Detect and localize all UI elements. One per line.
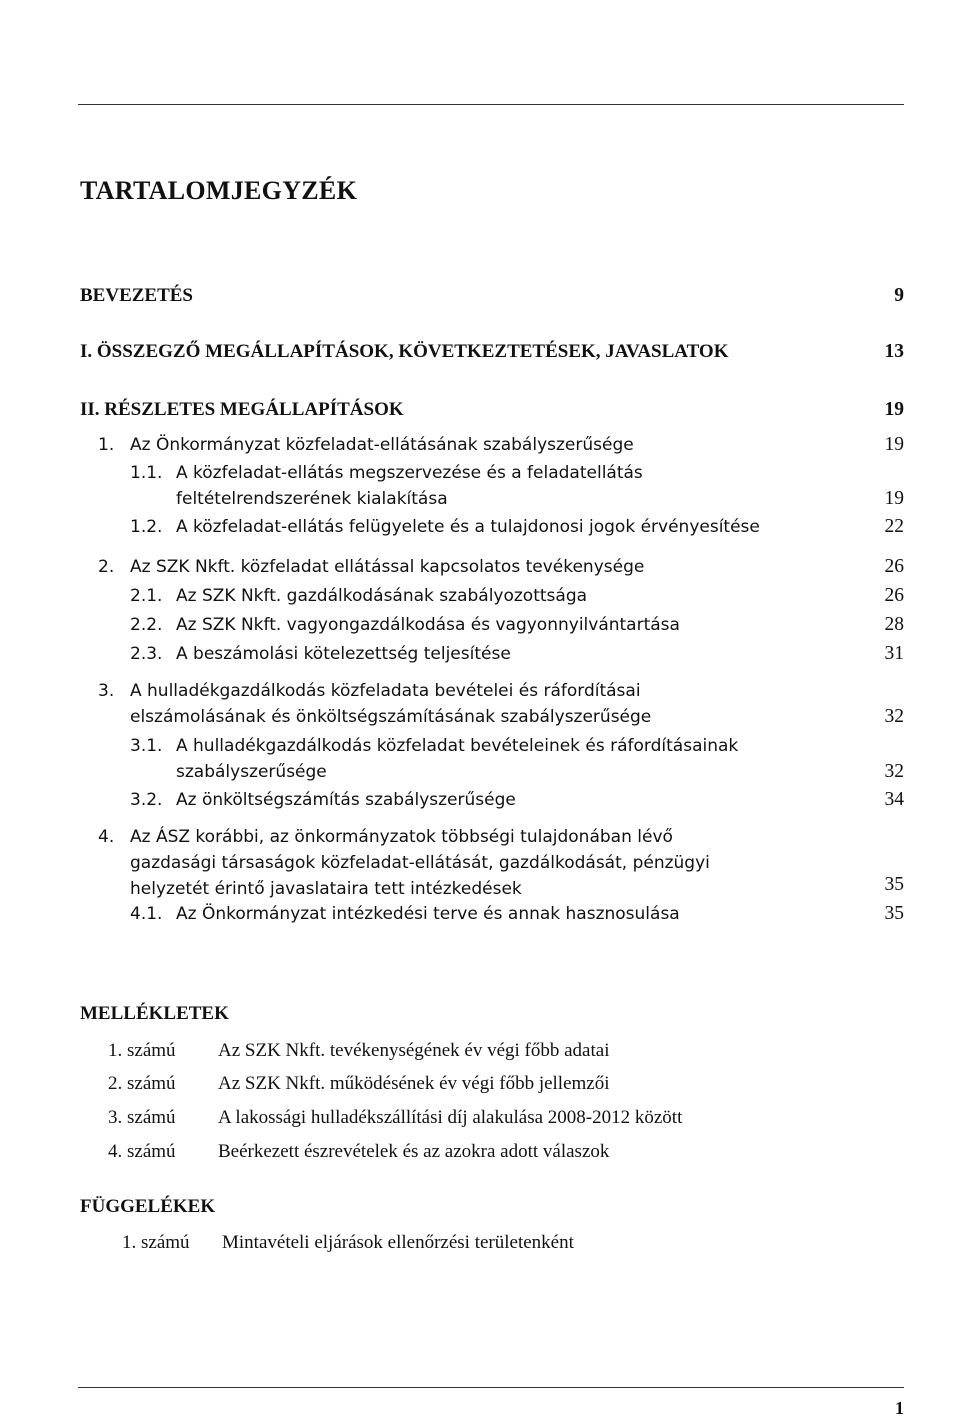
toc-page-number: 26 bbox=[884, 585, 904, 606]
toc-entry-1[interactable] bbox=[98, 432, 634, 458]
toc-entry-text: Az ÁSZ korábbi, az önkormányzatok többségi tulajdonában lévő bbox=[130, 827, 673, 847]
toc-entry-text: II. RÉSZLETES MEGÁLLAPÍTÁSOK bbox=[80, 399, 404, 420]
toc-page-number: 9 bbox=[894, 285, 904, 306]
toc-page-number: 32 bbox=[884, 761, 904, 782]
footer-rule bbox=[78, 1387, 904, 1388]
toc-entry-text: A hulladékgazdálkodás közfeladat bevételeinek és ráfordításainak bbox=[176, 736, 739, 756]
appendices-heading: FÜGGELÉKEK bbox=[80, 1196, 216, 1217]
toc-entry-text-cont: gazdasági társaságok közfeladat-ellátását, gazdálkodását, pénzügyi bbox=[130, 853, 710, 873]
toc-page-number: 31 bbox=[884, 643, 904, 664]
annex-title: A lakossági hulladékszállítási díj alakulása 2008-2012 között bbox=[218, 1107, 683, 1128]
toc-page-number: 35 bbox=[884, 874, 904, 895]
toc-entry-text: Az Önkormányzat intézkedési terve és annak hasznosulása bbox=[176, 904, 680, 924]
header-rule bbox=[78, 104, 904, 105]
toc-entry-2-1[interactable] bbox=[130, 583, 587, 609]
annex-title: Az SZK Nkft. működésének év végi főbb jellemzői bbox=[218, 1073, 610, 1094]
appendix-title: Mintavételi eljárások ellenőrzési területenként bbox=[222, 1232, 574, 1253]
toc-page-number: 19 bbox=[884, 399, 904, 420]
toc-entry-text: BEVEZETÉS bbox=[80, 285, 193, 306]
toc-entry-bevezetes[interactable] bbox=[80, 283, 193, 309]
toc-entry-number: 3. bbox=[98, 681, 115, 701]
toc-entry-text: Az SZK Nkft. közfeladat ellátással kapcsolatos tevékenysége bbox=[130, 557, 645, 577]
annex-title: Az SZK Nkft. tevékenységének év végi főbb adatai bbox=[218, 1040, 610, 1061]
toc-entry-4[interactable] bbox=[98, 824, 710, 902]
toc-entry-osszegzo[interactable] bbox=[80, 339, 729, 365]
toc-entry-text: A beszámolási kötelezettség teljesítése bbox=[176, 644, 511, 664]
toc-entry-1-2[interactable] bbox=[130, 514, 760, 540]
toc-entry-text-cont: helyzetét érintő javaslataira tett intézkedések bbox=[130, 879, 522, 899]
annex-number: 3. számú bbox=[108, 1107, 176, 1128]
toc-page-number: 22 bbox=[884, 516, 904, 537]
toc-page-number: 32 bbox=[884, 706, 904, 727]
toc-entry-number: 3.1. bbox=[130, 736, 163, 756]
toc-entry-1-1[interactable] bbox=[130, 460, 643, 512]
toc-page-number: 34 bbox=[884, 789, 904, 810]
toc-page-number: 19 bbox=[884, 434, 904, 455]
toc-page-number: 13 bbox=[884, 341, 904, 362]
annex-title: Beérkezett észrevételek és az azokra adott válaszok bbox=[218, 1141, 610, 1162]
page-number: 1 bbox=[895, 1398, 904, 1418]
toc-entry-3[interactable] bbox=[98, 678, 651, 730]
toc-page-number: 28 bbox=[884, 614, 904, 635]
appendix-number: 1. számú bbox=[122, 1232, 190, 1253]
toc-page-number: 26 bbox=[884, 556, 904, 577]
toc-entry-text: Az SZK Nkft. vagyongazdálkodása és vagyonnyilvántartása bbox=[176, 615, 680, 635]
toc-entry-4-1[interactable] bbox=[130, 901, 680, 927]
toc-page-number: 35 bbox=[884, 903, 904, 924]
toc-entry-number: 1.1. bbox=[130, 463, 163, 483]
annex-number: 2. számú bbox=[108, 1073, 176, 1094]
toc-entry-text: I. ÖSSZEGZŐ MEGÁLLAPÍTÁSOK, KÖVETKEZTETÉSEK, JAVASLATOK bbox=[80, 341, 729, 362]
toc-entry-text: Az SZK Nkft. gazdálkodásának szabályozottsága bbox=[176, 586, 588, 606]
toc-entry-number: 2.1. bbox=[130, 586, 163, 606]
toc-entry-number: 1.2. bbox=[130, 517, 163, 537]
toc-entry-text: A közfeladat-ellátás felügyelete és a tulajdonosi jogok érvényesítése bbox=[176, 517, 760, 537]
toc-entry-text: Az önköltségszámítás szabályszerűsége bbox=[176, 790, 516, 810]
toc-entry-2-3[interactable] bbox=[130, 641, 511, 667]
toc-entry-number: 2. bbox=[98, 557, 115, 577]
annex-number: 4. számú bbox=[108, 1141, 176, 1162]
toc-entry-text-cont: szabályszerűsége bbox=[176, 762, 327, 782]
toc-entry-text: A hulladékgazdálkodás közfeladata bevételei és ráfordításai bbox=[130, 681, 641, 701]
toc-entry-number: 4. bbox=[98, 827, 115, 847]
toc-entry-reszletes[interactable] bbox=[80, 397, 404, 423]
annex-number: 1. számú bbox=[108, 1040, 176, 1061]
toc-entry-number: 2.3. bbox=[130, 644, 163, 664]
toc-entry-2-2[interactable] bbox=[130, 612, 680, 638]
toc-entry-number: 4.1. bbox=[130, 904, 163, 924]
toc-entry-2[interactable] bbox=[98, 554, 644, 580]
annexes-heading: MELLÉKLETEK bbox=[80, 1003, 229, 1024]
toc-entry-text: A közfeladat-ellátás megszervezése és a feladatellátás bbox=[176, 463, 643, 483]
toc-entry-text-cont: feltételrendszerének kialakítása bbox=[176, 489, 448, 509]
toc-entry-number: 2.2. bbox=[130, 615, 163, 635]
toc-entry-3-2[interactable] bbox=[130, 787, 516, 813]
toc-entry-3-1[interactable] bbox=[130, 733, 738, 785]
toc-entry-text: Az Önkormányzat közfeladat-ellátásának szabályszerűsége bbox=[130, 435, 634, 455]
toc-entry-text-cont: elszámolásának és önköltségszámításának szabályszerűsége bbox=[130, 707, 652, 727]
toc-entry-number: 1. bbox=[98, 435, 115, 455]
page-title: TARTALOMJEGYZÉK bbox=[80, 176, 358, 205]
toc-entry-number: 3.2. bbox=[130, 790, 163, 810]
toc-page-number: 19 bbox=[884, 488, 904, 509]
